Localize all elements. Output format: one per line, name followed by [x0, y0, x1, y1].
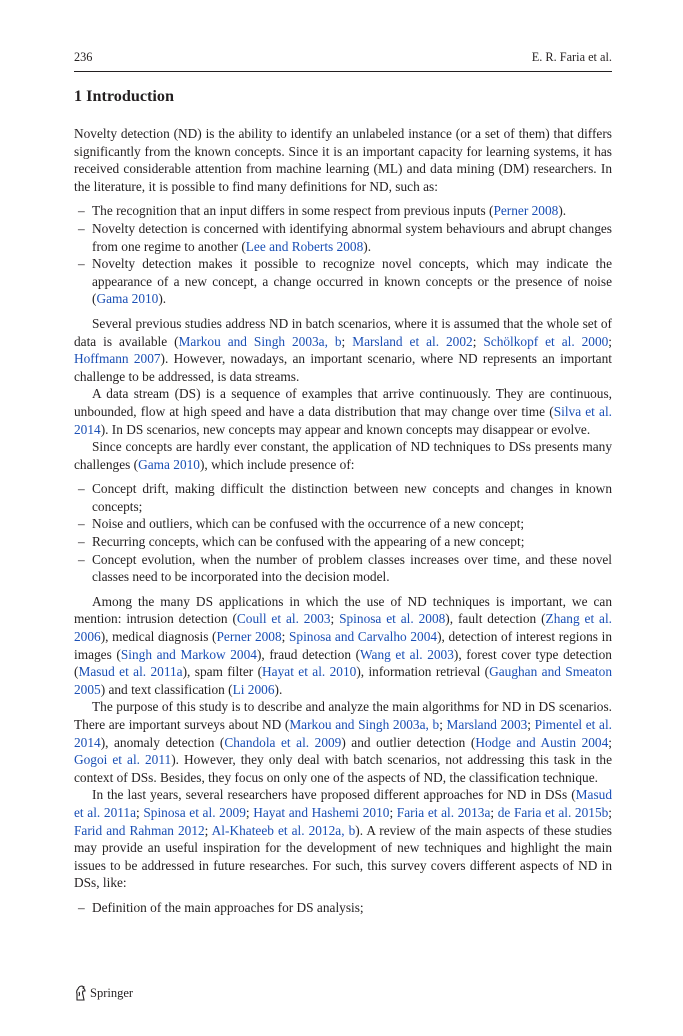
citation-link[interactable]: Markou and Singh 2003a, b — [178, 333, 342, 349]
definition-list — [74, 202, 612, 308]
citation-link[interactable]: Spinosa et al. 2008 — [339, 611, 446, 627]
list-item: – Recurring concepts, which can be confused with the appearing of a new concept; — [78, 534, 525, 550]
dash-bullet: – — [78, 481, 85, 497]
section-title: 1 Introduction — [74, 87, 174, 105]
body-text — [74, 125, 612, 917]
dash-bullet: – — [78, 256, 85, 272]
list-item: – The recognition that an input differs in some respect from previous inputs (Perner 2008). — [78, 203, 567, 219]
citation-link[interactable]: Perner 2008 — [216, 629, 282, 645]
list-item: – Definition of the main approaches for DS analysis; — [78, 899, 364, 915]
citation-link[interactable]: Marsland 2003 — [446, 717, 528, 732]
citation-link[interactable]: Masud et al. 2011a — [74, 787, 612, 820]
paragraph-2: Several previous studies address ND in batch scenarios, where it is assumed that the whole set of data is available (Markou and Singh 2003a, b; Marsland et al. 2002; Schölkopf et al. 2000; Hoffmann 2007). However, nowadays, an important scenario, where ND represents an important challenge to be addressed, is data streams. — [74, 315, 613, 384]
dash-bullet: – — [78, 203, 85, 219]
citation-link[interactable]: Hayat and Hashemi 2010 — [253, 804, 390, 820]
paragraph-7: In the last years, several researchers have proposed different approaches for ND in DSs (Masud et al. 2011a; Spinosa et al. 2009; Hayat and Hashemi 2010; Faria et al. 2013a; de Faria et al. 2015b; Farid and Rahman 2012; Al-Khateeb et al. 2012a, b). A review of the main aspects of these studies may provide an useful inspiration for the development of new techniques and highlight the main issues to be addressed in future researches. For such, this survey covers different aspects of ND in DSs, like: — [74, 787, 613, 891]
running-head — [74, 50, 612, 68]
citation-link[interactable]: Li 2006 — [232, 681, 275, 697]
list-item: – Novelty detection makes it possible to recognize novel concepts, which may indicate the appearance of a new concept, a change occurred in known concepts or the presence of noise (Gama 2010). — [78, 256, 612, 307]
citation-link[interactable]: Markou and Singh 2003a, b — [289, 717, 440, 732]
citation-link[interactable]: Silva et al. 2014 — [74, 403, 612, 437]
citation-link[interactable]: Lee and Roberts 2008 — [245, 238, 364, 254]
paragraph-3: A data stream (DS) is a sequence of examples that arrive continuously. They are continuous, unbounded, flow at high speed and have a data distribution that may change over time (Silva et al. 2014). In DS scenarios, new concepts may appear and known concepts may disappear or evolve. — [74, 386, 612, 437]
citation-link[interactable]: Gogoi et al. 2011 — [74, 752, 172, 768]
paragraph-4: Since concepts are hardly ever constant, the application of ND techniques to DSs presents many challenges (Gama 2010), which include presence of: — [74, 439, 612, 472]
springer-horse-icon — [74, 985, 87, 1001]
paragraph-5: Among the many DS applications in which the use of ND techniques is important, we can mention: intrusion detection (Coull et al. 2003; Spinosa et al. 2008), fault detection (Zhang et al. 2006), medical diagnosis (Perner 2008; Spinosa and Carvalho 2004), detection of interest regions in images (Singh and Markow 2004), fraud detection (Wang et al. 2003), forest cover type detection (Masud et al. 2011a), spam filter (Hayat et al. 2010), information retrieval (Gaughan and Smeaton 2005) and text classification (Li 2006). — [74, 593, 613, 697]
header-rule — [74, 71, 612, 72]
citation-link[interactable]: Al-Khateeb et al. 2012a, b — [211, 822, 356, 838]
dash-bullet: – — [78, 899, 85, 915]
citation-link[interactable]: Hayat et al. 2010 — [262, 664, 357, 680]
citation-link[interactable]: Zhang et al. 2006 — [74, 611, 613, 645]
citation-link[interactable]: Chandola et al. 2009 — [224, 734, 342, 750]
citation-link[interactable]: Pimentel et al. 2014 — [74, 717, 612, 750]
page — [74, 50, 613, 915]
paragraph-1: Novelty detection (ND) is the ability to identify an unlabeled instance (or a set of them) that differs significantly from the known concepts. Since it is an important capacity for learning systems, it has received considerable attention from machine learning (ML) and data mining (DM) researchers. In the literature, it is possible to find many definitions for ND, such as: — [74, 126, 612, 194]
challenges-list — [74, 480, 612, 586]
citation-link[interactable]: de Faria et al. 2015b — [497, 804, 609, 820]
paragraph-6: The purpose of this study is to describe and analyze the main algorithms for ND in DS scenarios. There are important surveys about ND (Markou and Singh 2003a, b; Marsland 2003; Pimentel et al. 2014), anomaly detection (Chandola et al. 2009) and outlier detection (Hodge and Austin 2004; Gogoi et al. 2011). However, they only deal with batch scenarios, not addressing this task in the context of DSs. Besides, they focus on only one of the aspects of ND, the classification technique. — [74, 699, 613, 785]
citation-link[interactable]: Masud et al. 2011a — [78, 664, 183, 680]
footer — [74, 985, 133, 1001]
list-item: – Concept drift, making difficult the distinction between new concepts and changes in known concepts; — [78, 481, 612, 514]
publisher-name: Springer — [90, 985, 134, 1000]
list-item: – Novelty detection is concerned with identifying abnormal system behaviours and abrupt changes from one regime to another (Lee and Roberts 2008). — [78, 220, 612, 254]
citation-link[interactable]: Perner 2008 — [493, 203, 559, 219]
citation-link[interactable]: Coull et al. 2003 — [236, 611, 331, 627]
citation-link[interactable]: Singh and Markow 2004 — [120, 646, 257, 662]
citation-link[interactable]: Spinosa et al. 2009 — [143, 804, 246, 820]
dash-bullet: – — [78, 534, 85, 550]
citation-link[interactable]: Schölkopf et al. 2000 — [483, 333, 609, 349]
citation-link[interactable]: Gama 2010 — [138, 456, 200, 472]
citation-link[interactable]: Hodge and Austin 2004 — [475, 734, 609, 750]
dash-bullet: – — [78, 516, 85, 532]
citation-link[interactable]: Gama 2010 — [96, 291, 159, 307]
dash-bullet: – — [78, 551, 85, 567]
citation-link[interactable]: Wang et al. 2003 — [360, 646, 454, 662]
running-author: E. R. Faria et al. — [531, 50, 612, 64]
page-number: 236 — [74, 50, 93, 64]
citation-link[interactable]: Faria et al. 2013a — [396, 804, 491, 820]
list-item: – Concept evolution, when the number of problem classes increases over time, and these novel classes need to be incorporated into the decision model. — [78, 551, 612, 585]
citation-link[interactable]: Marsland et al. 2002 — [352, 333, 473, 349]
citation-link[interactable]: Spinosa and Carvalho 2004 — [289, 629, 438, 645]
aspects-list — [74, 899, 612, 917]
dash-bullet: – — [78, 220, 85, 236]
citation-link[interactable]: Farid and Rahman 2012 — [74, 822, 205, 838]
citation-link[interactable]: Gaughan and Smeaton 2005 — [74, 664, 612, 697]
list-item: – Noise and outliers, which can be confused with the occurrence of a new concept; — [78, 516, 525, 532]
citation-link[interactable]: Hoffmann 2007 — [74, 351, 161, 367]
